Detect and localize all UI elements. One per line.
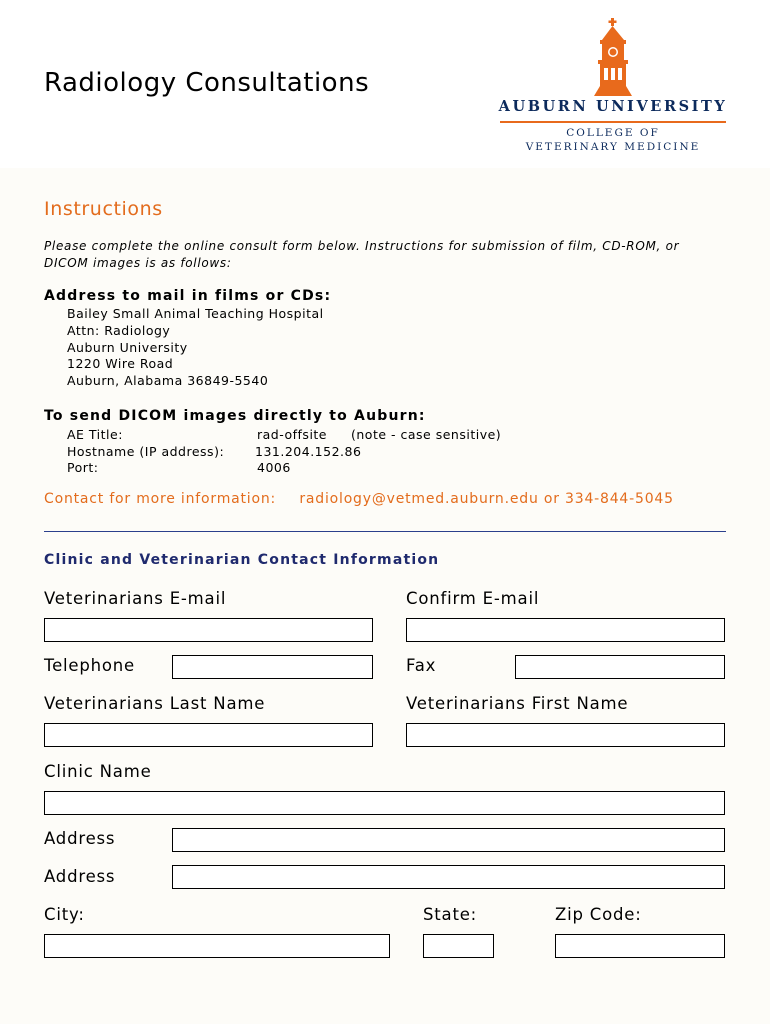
contact-info bbox=[44, 491, 674, 507]
contact-value[interactable]: radiology@vetmed.auburn.edu or 334-844-5045 bbox=[299, 491, 674, 507]
confirm-email-label: Confirm E-mail bbox=[406, 589, 540, 608]
address2-label: Address bbox=[44, 867, 116, 886]
dicom-host-value: 131.204.152.86 bbox=[255, 443, 362, 459]
zip-label: Zip Code: bbox=[555, 905, 642, 924]
vet-email-label: Veterinarians E-mail bbox=[44, 589, 227, 608]
vet-email-input[interactable] bbox=[44, 618, 373, 642]
logo-university-name: AUBURN UNIVERSITY bbox=[498, 98, 728, 115]
first-name-label: Veterinarians First Name bbox=[406, 694, 629, 713]
logo-divider bbox=[500, 121, 726, 123]
mail-address-line: Auburn University bbox=[67, 339, 188, 355]
mail-address-line: Auburn, Alabama 36849-5540 bbox=[67, 373, 269, 389]
address2-input[interactable] bbox=[172, 865, 725, 889]
logo-college-line1: COLLEGE OF bbox=[566, 127, 660, 139]
city-label: City: bbox=[44, 905, 85, 924]
page-header bbox=[0, 0, 770, 168]
mail-address-line: 1220 Wire Road bbox=[67, 356, 174, 372]
dicom-port-label: Port: bbox=[67, 460, 99, 475]
dicom-ae-note: (note - case sensitive) bbox=[351, 427, 502, 442]
dicom-heading: To send DICOM images directly to Auburn: bbox=[44, 408, 426, 424]
clinic-name-input[interactable] bbox=[44, 791, 725, 815]
dicom-ae-value: rad-offsite bbox=[257, 427, 328, 442]
dicom-host-label: Hostname (IP address): bbox=[67, 443, 225, 459]
first-name-input[interactable] bbox=[406, 723, 725, 747]
mail-address-line: Attn: Radiology bbox=[67, 322, 171, 338]
mail-address bbox=[67, 306, 324, 390]
telephone-label: Telephone bbox=[44, 656, 135, 675]
state-input[interactable] bbox=[423, 934, 494, 958]
fax-input[interactable] bbox=[515, 655, 725, 679]
address1-input[interactable] bbox=[172, 828, 725, 852]
city-input[interactable] bbox=[44, 934, 390, 958]
samford-tower-icon bbox=[590, 18, 636, 96]
address1-label: Address bbox=[44, 829, 116, 848]
telephone-input[interactable] bbox=[172, 655, 373, 679]
dicom-ae-label: AE Title: bbox=[67, 427, 123, 442]
instructions-intro: Please complete the online consult form below. Instructions for submission of film, CD-ROM, or DICOM images is as follows: bbox=[44, 239, 680, 270]
instructions-title: Instructions bbox=[44, 198, 163, 220]
section-divider bbox=[44, 531, 726, 532]
fax-label: Fax bbox=[406, 656, 437, 675]
auburn-logo bbox=[498, 18, 728, 158]
last-name-label: Veterinarians Last Name bbox=[44, 694, 266, 713]
dicom-port-value: 4006 bbox=[257, 460, 291, 475]
last-name-input[interactable] bbox=[44, 723, 373, 747]
mail-heading: Address to mail in films or CDs: bbox=[44, 288, 332, 304]
logo-college-name bbox=[498, 126, 728, 154]
zip-input[interactable] bbox=[555, 934, 725, 958]
contact-label: Contact for more information: bbox=[44, 491, 277, 507]
page-title: Radiology Consultations bbox=[44, 68, 370, 98]
logo-college-line2: VETERINARY MEDICINE bbox=[525, 141, 701, 153]
state-label: State: bbox=[423, 905, 478, 924]
confirm-email-input[interactable] bbox=[406, 618, 725, 642]
clinic-name-label: Clinic Name bbox=[44, 762, 152, 781]
clinic-section-title: Clinic and Veterinarian Contact Information bbox=[44, 552, 440, 568]
mail-address-line: Bailey Small Animal Teaching Hospital bbox=[67, 306, 324, 321]
